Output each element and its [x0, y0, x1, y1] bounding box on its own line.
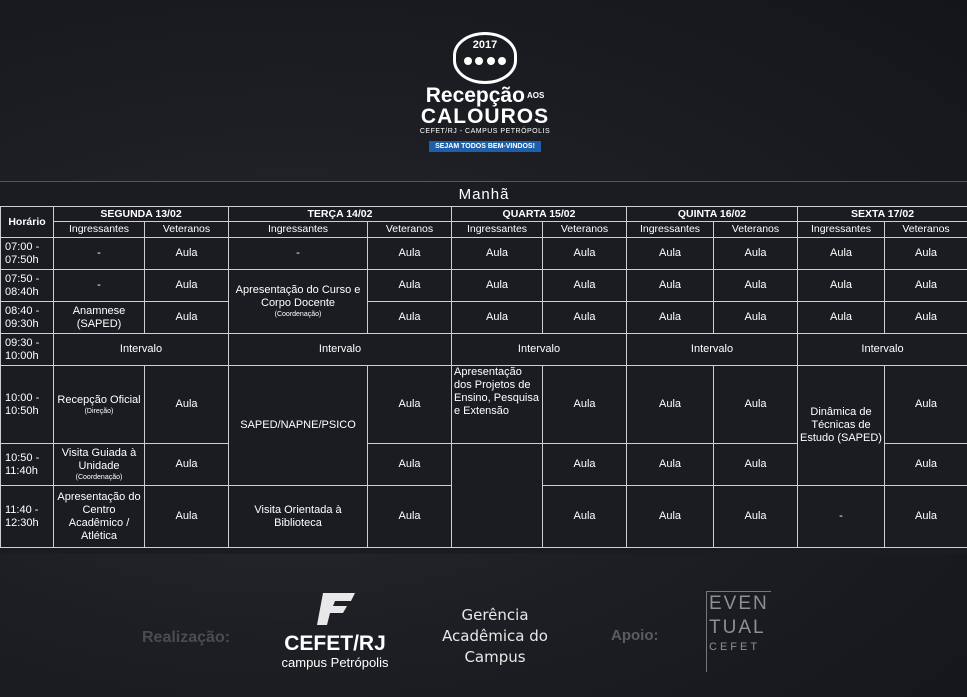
- cell-aula: Aula: [368, 486, 452, 548]
- cell-blank: [452, 444, 543, 548]
- time-slot: 10:00 - 10:50h: [1, 366, 54, 444]
- logo-line2: CALOUROS: [420, 105, 550, 128]
- day-header-mon: SEGUNDA 13/02: [54, 207, 229, 222]
- cell-apresentacao-curso: [229, 270, 368, 334]
- cell-aula: Aula: [368, 366, 452, 444]
- time-slot: 09:30 - 10:00h: [1, 334, 54, 366]
- cell-aula: Aula: [543, 486, 627, 548]
- cell-aula: Aula: [627, 238, 714, 270]
- event-logo: [405, 32, 565, 150]
- calouros-seal-icon: [453, 32, 517, 84]
- cell-aula: Aula: [627, 302, 714, 334]
- eventual-line1: EVEN: [709, 593, 769, 614]
- sub-veteranos: Veteranos: [543, 222, 627, 238]
- cell-saped-napne-psico: SAPED/NAPNE/PSICO: [229, 366, 368, 486]
- cell-recepcao-oficial: [54, 366, 145, 444]
- cell-aula: Aula: [543, 238, 627, 270]
- sub-ingressantes: Ingressantes: [229, 222, 368, 238]
- realizacao-label: Realização:: [142, 629, 231, 646]
- cell-aula: Aula: [798, 302, 885, 334]
- cell-aula: Aula: [543, 366, 627, 444]
- cell-aula: Aula: [627, 444, 714, 486]
- cell-aula: Aula: [798, 238, 885, 270]
- sub-veteranos: Veteranos: [145, 222, 229, 238]
- apresentacao-curso-note: (Coordenação): [274, 311, 322, 318]
- sub-ingressantes: Ingressantes: [452, 222, 543, 238]
- day-header-thu: QUINTA 16/02: [627, 207, 798, 222]
- cefet-mark-icon: [270, 591, 400, 633]
- logo-line1: Recepção $^{AOS}$: [425, 84, 545, 107]
- cell-aula: Aula: [714, 366, 798, 444]
- cell-aula: Aula: [543, 444, 627, 486]
- schedule-table: [0, 181, 967, 554]
- cell-aula: Aula: [368, 238, 452, 270]
- cell-anamnese: Anamnese (SAPED): [54, 302, 145, 334]
- sub-ingressantes: Ingressantes: [627, 222, 714, 238]
- eventual-line2: TUAL: [709, 617, 766, 638]
- hour-header: Horário: [1, 207, 54, 238]
- cell-aula: Aula: [885, 238, 967, 270]
- cell-aula: Aula: [627, 270, 714, 302]
- sub-veteranos: Veteranos: [714, 222, 798, 238]
- cell-aula: Aula: [714, 270, 798, 302]
- time-slot: 07:50 - 08:40h: [1, 270, 54, 302]
- day-header-tue: TERÇA 14/02: [229, 207, 452, 222]
- cell-aula: Aula: [145, 366, 229, 444]
- cell-dinamica-estudo: Dinâmica de Técnicas de Estudo (SAPED): [798, 366, 885, 486]
- day-header-wed: QUARTA 15/02: [452, 207, 627, 222]
- schedule-title: Manhã: [458, 185, 510, 203]
- recepcao-oficial-note: (Direção): [84, 407, 114, 415]
- day-header-fri: SEXTA 17/02: [798, 207, 967, 222]
- cell-aula: Aula: [798, 270, 885, 302]
- cell-aula: Aula: [885, 366, 967, 444]
- sub-veteranos: Veteranos: [885, 222, 967, 238]
- cell-aula: Aula: [145, 270, 229, 302]
- cell-aula: Aula: [145, 302, 229, 334]
- time-slot: 08:40 - 09:30h: [1, 302, 54, 334]
- time-slot: 07:00 - 07:50h: [1, 238, 54, 270]
- cell-intervalo: Intervalo: [798, 334, 967, 366]
- logo-line3: CEFET/RJ - CAMPUS PETRÓPOLIS: [419, 128, 551, 135]
- gerencia-academica: Gerência Acadêmica do Campus: [442, 606, 548, 666]
- eventual-line3: CEFET: [709, 641, 761, 653]
- logo-year: 2017: [472, 39, 498, 51]
- apoio-label: Apoio:: [611, 627, 659, 644]
- sub-veteranos: Veteranos: [368, 222, 452, 238]
- cell-aula: Aula: [885, 486, 967, 548]
- cefet-logo: [270, 591, 400, 671]
- cell-aula: Aula: [145, 486, 229, 548]
- cell-aula: Aula: [714, 302, 798, 334]
- cell-empty: -: [54, 238, 145, 270]
- footer: [0, 585, 967, 685]
- cell-aula: Aula: [145, 444, 229, 486]
- cell-aula: Aula: [885, 302, 967, 334]
- cell-projetos-ensino: Apresentação dos Projetos de Ensino, Pesquisa e Extensão: [452, 366, 543, 444]
- visita-guiada-text: Visita Guiada à Unidade: [61, 447, 137, 472]
- cefet-campus: campus Petrópolis: [281, 655, 389, 670]
- cell-intervalo: Intervalo: [627, 334, 798, 366]
- cell-empty: -: [229, 238, 368, 270]
- cell-aula: Aula: [452, 270, 543, 302]
- cell-aula: Aula: [714, 238, 798, 270]
- eventual-logo: [706, 591, 771, 672]
- visita-guiada-note: (Coordenação): [75, 474, 123, 481]
- cell-aula: Aula: [543, 302, 627, 334]
- cell-empty: -: [54, 270, 145, 302]
- time-slot: 11:40 - 12:30h: [1, 486, 54, 548]
- cell-visita-guiada: [54, 444, 145, 486]
- apresentacao-curso-text: Apresentação do Curso e Corpo Docente: [235, 284, 361, 309]
- cell-aula: Aula: [368, 444, 452, 486]
- cefet-name: CEFET/RJ: [284, 632, 386, 655]
- cell-aula: Aula: [627, 366, 714, 444]
- cell-aula: Aula: [543, 270, 627, 302]
- cell-empty: -: [798, 486, 885, 548]
- cell-aula: Aula: [368, 302, 452, 334]
- cell-biblioteca: Visita Orientada à Biblioteca: [229, 486, 368, 548]
- recepcao-oficial-text: Recepção Oficial: [57, 393, 141, 406]
- cell-centro-academico: Apresentação do Centro Acadêmico / Atlética: [54, 486, 145, 548]
- cell-aula: Aula: [368, 270, 452, 302]
- cell-aula: Aula: [885, 444, 967, 486]
- cell-intervalo: Intervalo: [229, 334, 452, 366]
- cell-aula: Aula: [452, 238, 543, 270]
- time-slot: 10:50 - 11:40h: [1, 444, 54, 486]
- cell-intervalo: Intervalo: [452, 334, 627, 366]
- cell-intervalo: Intervalo: [54, 334, 229, 366]
- cell-aula: Aula: [627, 486, 714, 548]
- cell-aula: Aula: [714, 444, 798, 486]
- cell-aula: Aula: [714, 486, 798, 548]
- logo-line1-small: AOS: [526, 91, 545, 100]
- sub-ingressantes: Ingressantes: [798, 222, 885, 238]
- cell-aula: Aula: [145, 238, 229, 270]
- logo-banner: SEJAM TODOS BEM-VINDOS!: [429, 141, 541, 152]
- sub-ingressantes: Ingressantes: [54, 222, 145, 238]
- cell-aula: Aula: [885, 270, 967, 302]
- cell-aula: Aula: [452, 302, 543, 334]
